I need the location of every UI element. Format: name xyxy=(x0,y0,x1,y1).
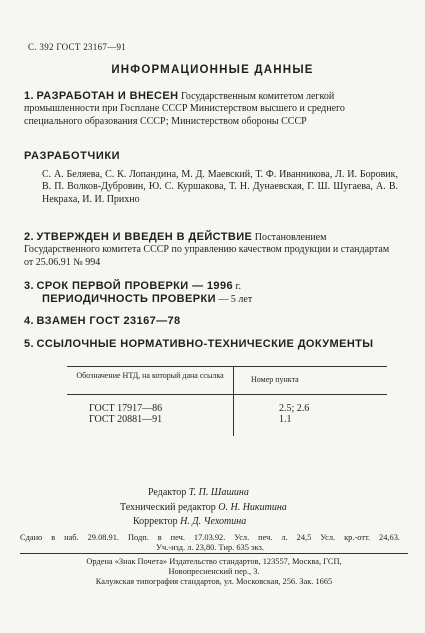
section-2-number: 2. xyxy=(24,231,34,243)
section-2-heading: УТВЕРЖДЕН И ВВЕДЕН В ДЕЙСТВИЕ xyxy=(36,231,253,243)
table-row-1-item: 2.5; 2.6 xyxy=(279,403,310,414)
table-row-2-document: ГОСТ 20881—91 xyxy=(89,414,163,425)
publisher-line-3: Калужская типография стандартов, ул. Московская, 256. Зак. 1665 xyxy=(95,577,333,586)
corrector-label: Корректор xyxy=(133,516,178,527)
table-row-1-document: ГОСТ 17917—86 xyxy=(89,403,163,414)
section-5-heading: ССЫЛОЧНЫЕ НОРМАТИВНО-ТЕХНИЧЕСКИЕ ДОКУМЕНТЫ xyxy=(36,338,374,350)
developers-heading: РАЗРАБОТЧИКИ xyxy=(24,150,121,162)
corrector-name: Н. Д. Чехотина xyxy=(180,516,247,527)
section-2 xyxy=(24,231,396,269)
section-3-number: 3. xyxy=(24,280,34,292)
section-3-line2-heading: ПЕРИОДИЧНОСТЬ ПРОВЕРКИ xyxy=(42,293,216,306)
editor-label: Редактор xyxy=(148,487,187,498)
corrector-credit xyxy=(133,516,246,527)
section-3-line2-tail: — 5 лет xyxy=(218,294,253,306)
section-1-text: Государственным комитетом легкой промышленности при Госплане СССР Министерством высшего и среднего специального образования СССР; Министерством обороны СССР xyxy=(24,91,345,127)
imprint-divider xyxy=(20,553,408,554)
section-2-text: Постановлением Государственного комитета СССР по управлению качеством продукции и стандартам от 25.06.91 № 994 xyxy=(24,232,390,268)
publisher-footer xyxy=(20,557,408,587)
section-5-number-label: 5. xyxy=(24,338,34,350)
publisher-line-2: Новопресненский пер., 3. xyxy=(168,567,260,576)
imprint-line-1: Сдано в наб. 29.08.91. Подп. в печ. 17.03.92. Усл. печ. л. 24,5 Усл. кр.-отт. 24,63. xyxy=(20,533,400,542)
section-4-number: 4. xyxy=(24,315,34,327)
editor-credit xyxy=(148,487,249,498)
section-5 xyxy=(24,338,396,351)
page-title: ИНФОРМАЦИОННЫЕ ДАННЫЕ xyxy=(111,64,314,76)
imprint-block xyxy=(20,533,400,553)
table-header-rule xyxy=(67,394,387,395)
developers-list: С. А. Беляева, С. К. Лопандина, М. Д. Маевский, Т. Ф. Иванникова, Л. И. Боровик, В. П. Волков-Дубровин, Ю. С. Куршакова, Т. Н. Дунаевская, Г. Ш. Шугаева, А. В. Некраха, И. И. Прихно xyxy=(42,169,398,205)
section-1-heading: РАЗРАБОТАН И ВНЕСЕН xyxy=(36,90,179,102)
page-header: С. 392 ГОСТ 23167—91 xyxy=(28,42,127,52)
table-row-2-item: 1.1 xyxy=(279,414,292,425)
table-header-document: Обозначение НТД, на который дана ссылка xyxy=(76,371,224,380)
tech-editor-credit xyxy=(120,502,287,513)
section-1-number: 1. xyxy=(24,90,34,102)
tech-editor-name: О. Н. Никитина xyxy=(218,502,287,513)
table-column-divider xyxy=(233,366,234,436)
section-3-tail: г. xyxy=(235,281,241,292)
tech-editor-label: Технический редактор xyxy=(120,502,216,513)
imprint-line-2: Уч.-изд. л. 23,80. Тир. 635 экз. xyxy=(156,543,264,552)
table-header-item: Номер пункта xyxy=(251,375,299,384)
section-4-heading: ВЗАМЕН ГОСТ 23167—78 xyxy=(36,315,181,327)
section-3 xyxy=(24,280,396,307)
table-top-rule xyxy=(67,366,387,367)
section-4 xyxy=(24,315,396,328)
publisher-line-1: Ордена «Знак Почета» Издательство стандартов, 123557, Москва, ГСП, xyxy=(86,557,342,566)
editor-name: Т. П. Шашина xyxy=(188,487,249,498)
section-3-heading: СРОК ПЕРВОЙ ПРОВЕРКИ — 1996 xyxy=(36,280,233,292)
section-1 xyxy=(24,90,396,128)
